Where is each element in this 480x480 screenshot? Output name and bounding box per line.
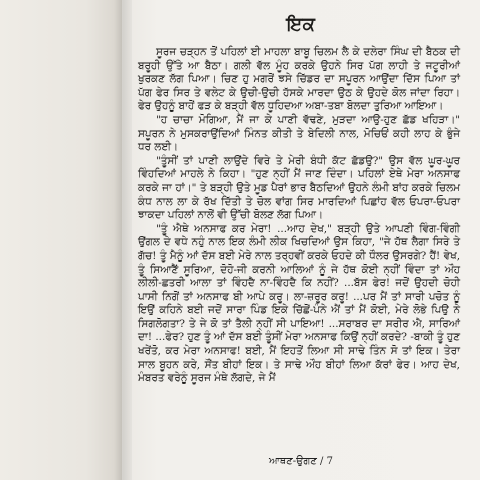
chapter-title: ਇਕ <box>286 14 316 35</box>
paragraph: "ਹ ਚਾਚਾ ਮੋਗਿਆ, ਮੈਂ ਜਾ ਕੇ ਪਾਣੀ ਵੱਢਣੇ, ਮੁੜਦਾ ਆਉ-ਹੁਣ ਛੱਡ ਖਹਿੜਾ।" ਸਪੂਰਨ ਨੇ ਮੁਸਕਰਾਉਂਦਿਆਂ ਮਿੰਨਤ ਕੀਤੀ ਤੇ ਬੇਦਿਲੀ ਨਾਲ, ਮੋਚਿਓਂ ਕਹੀ ਲਾਹ ਕੇ ਭੁੰਜੇ ਧਰ ਲਈ। <box>138 113 460 154</box>
paragraph: "ਤੂੰਸੀਂ ਤਾਂ ਪਾਣੀ ਲਾਉਂਦੇ ਵਿਰੇ ਤੇ ਮੇਰੀ ਬੰਧੀ ਕੱਟ ਛੱਡਉ?" ਉਸ ਵੱਲ ਘੂਰ-ਘੂਰ ਵਿੰਹਦਿਆਂ ਮਾਹਲੇ ਨੇ ਕਿਹਾ। "ਹੁਣ ਨ੍ਹੀਂ ਮੈਂ ਜਾਣ ਦਿੰਦਾ। ਪਹਿਲਾਂ ਏਥੇ ਮੇਰਾ ਅਨਸਾਫ ਕਰਕੇ ਜਾ ਹਾਂ।" ਤੇ ਬੜ੍ਹੀ ਉਤੇ ਮੂਡ ਪੈਰਾਂ ਭਾਰ ਬੈਠਦਿਆਂ ਉਹਨੇ ਲੰਮੀ ਬਾਂਹ ਕਰਕੇ ਚਿਲਮ ਕੰਧ ਨਾਲ ਲਾ ਕੇ ਰੱਖ ਦਿੱਤੀ ਤੇ ਚੋਲ ਵਾਂਗ ਸਿਰ ਮਾਰਦਿਆਂ ਪਿਛਾਂਹ ਵੱਲ ਓਪਰਾ-ਓਪਰਾ ਝਾਕਦਾ ਪਹਿਲਾਂ ਨਾਲੋਂ ਵੀ ਉੱਚੀ ਬੋਲਣ ਲੱਗ ਪਿਆ। <box>138 154 460 222</box>
paragraph: ਸੂਰਜ ਚੜ੍ਹਨ ਤੋਂ ਪਹਿਲਾਂ ਈ ਮਾਹਲਾ ਬਾਬੂ ਚਿਲਮ ਲੈ ਕੇ ਦਲੇਰਾ ਸਿੰਘ ਦੀ ਬੈਠਕ ਦੀ ਬਰੂਹੀ ਉੱਤੇ ਆ ਬੈਠਾ। ਗਲੀ ਵੱਲ ਮੂੰਹ ਕਰਕੇ ਉਹਨੇ ਸਿਰ ਪੱਗ ਲਾਹੀ ਤੇ ਜਟੂਰੀਆਂ ਖੁਰਕਣ ਲੱਗ ਪਿਆ। ਚਿਣ ਹੁ ਮਗਰੋਂ ਝਸੇ ਚਿੱਡਰ ਦਾ ਸਪੂਰਨ ਆਉਂਦਾ ਦਿੱਸ ਪਿਆ ਤਾਂ ਪੱਗ ਫੇਰ ਸਿਰ ਤੇ ਵਲੇਟ ਕੇ ਉਚੀ-ਉਚੀ ਹੱਸਕੇ ਮਾਰਦਾ ਉਠ ਕੇ ਉਹਦੇ ਕੋਲ ਜਾਂਦਾ ਰਿਹਾ। ਫੇਰ ਉਹਨੂੰ ਬਾਹੋਂ ਫੜ ਕੇ ਬੜ੍ਹੀ ਵੱਲ ਧੂਹਿਦਆ ਅਬਾ-ਤਬਾ ਬੋਲਦਾ ਤੁਰਿਆ ਆਇਆ। <box>138 46 460 113</box>
left-page <box>0 0 122 480</box>
page-footer: ਆਥਣ-ਉਗਣ / 7 <box>269 456 333 467</box>
paragraph: "ਤੂੰ ਐਥੇ ਅਨਸਾਫ ਕਰ ਮੇਰਾ! ...ਆਹ ਦੇਖ," ਬੜ੍ਹੀ ਉਤੇ ਆਪਣੀ ਵਿੰਗ-ਵਿੰਗੀ ਉਂਗਲ ਦੇ ਵਧੇ ਨਹੁੰ ਨਾਲ ਇਕ ਲੰਮੀ ਲੀਕ ਖਿਚਦਿਆਂ ਉਸ ਕਿਹਾ, "ਜੇ ਹੱਥ ਲੈਗਾ ਸਿਰੇ ਤੇ ਗੱਚ! ਤੂੰ ਮੈਨੂੰ ਆਂ ਦੱਸ ਬਈ ਮੇਰੇ ਨਾਲ ਤਰ੍ਹਵੀਂ ਕਰਕੇ ਓਹਦੇ ਕੀ ਧੌਲਰ ਉਸਰਗੇ? ਹੈਂ! ਵੇਖ, ਤੂੰ ਸਿਆਣੈਂ ਸੂਰਿਆ, ਦੋਹੋ-ਜੀ ਕਰਨੀ ਆਲਿਆਂ ਨੂੰ ਜੇ ਹੱਥ ਕੋਈ ਨ੍ਹੀਂ ਵਿੰਦਾ ਤਾਂ ਔਹ ਲੀਲੀ-ਛਤਰੀ ਆਲਾ ਤਾਂ ਵਿੰਹਦੈ ਨਾ-ਵਿੰਹਦੈ ਕਿ ਨਹੀਂ? ...ਬੱਸ ਫੇਰ! ਜਦੋਂ ਉਹਦੀ ਚੋਹੀ ਪਾਸੀ ਨਿਗੋਂ ਤਾਂ ਅਨਸਾਫ ਬੀ ਆਪੇ ਕਰੂ। ਲਾ-ਜ਼ਰੂਰ ਕਰੂ! ...ਪਰ ਮੈਂ ਤਾਂ ਸਾਰੀ ਪਚੋਤ ਨੂੰ ਇਉਂ ਕਹਿਨੇ ਬਈ ਜਦੋਂ ਸਾਰਾ ਪਿੰਡ ਇਕੇ ਚਿੱਛੋਂ-ਪੰਨੇ ਐਂ ਤਾਂ ਮੈਂ ਕੋਈ, ਮੇਰੇ ਲੋਭੇ ਪਿਉ ਨੇ ਸਿਗਲੋਗਤਾ? ਤੇ ਜੇ ਕੋ ਤਾਂ ਤੈਲੀ ਨ੍ਹੀਂ ਸੀ ਪਾਇਆ! ...ਸਰਾਬਰ ਦਾ ਸਰੀਰ ਐ, ਸਾਰਿਆਂ ਦਾ! ...ਫੇਰ? ਹੁਣ ਤੂੰ ਆਂ ਦੱਸ ਬਈ ਤੂੰਸੀਂ ਮੇਰਾ ਅਨਸਾਫ ਕਿਉਂ ਨ੍ਹੀਂ ਕਰਦੇ? -ਬਾਕੀ ਤੂੰ ਹੁਣ ਖਰੇਂਤੋ, ਕਰ ਮੇਰਾ ਅਨਸਾਫ! ਬਈ, ਮੈਂ ਇਹਤੋਂ ਲਿਆ ਸੀ ਸਾਢੇ ਤਿੰਨ ਸੋ ਤਾਂ ਇਕ। ਤੇਰਾ ਸਾਲ ਬੂਹਨ ਕਰੇ, ਸੌਂਤ ਬੀਹਾਂ ਇਕ। ਤੇ ਸਾਢੇ ਔਹ ਬੀਹਾਂ ਲਿਆ ਕੱਰਾਂ ਫੇਰ। ਆਹ ਦੇਖ, ਮੰਬਰਤ ਵਰੇਨੂੰ ਸੂਰਜ ਮੰਥੇ ਲੱਗਦੇ, ਜੇ ਮੈਂ <box>138 222 460 385</box>
body-text <box>138 46 460 386</box>
right-page <box>122 0 480 480</box>
book-gutter <box>114 0 132 480</box>
